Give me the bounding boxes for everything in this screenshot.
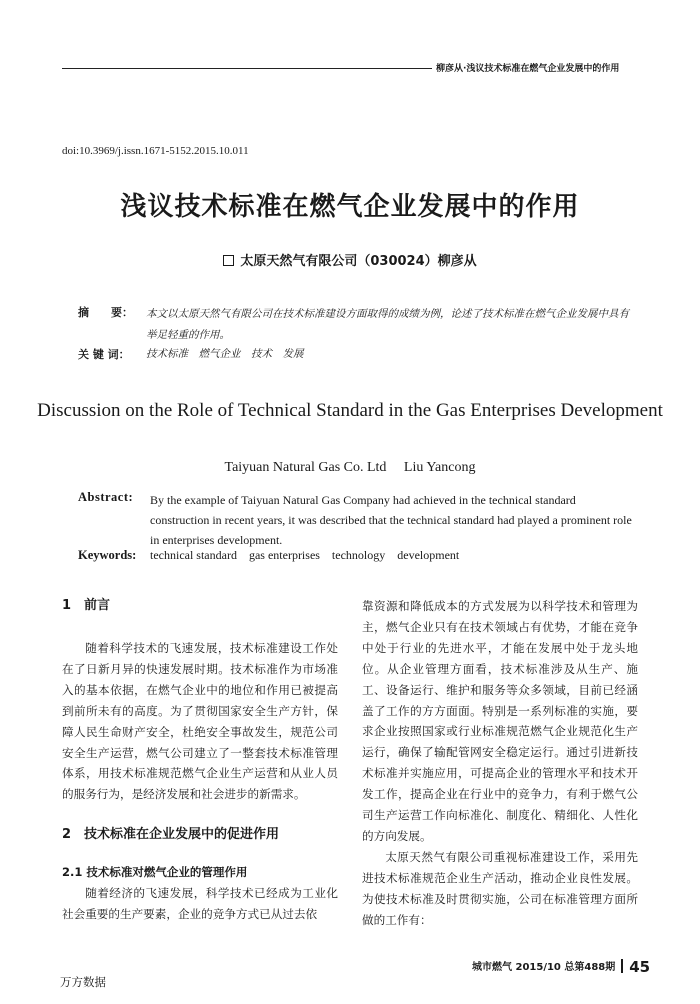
author-affiliation-cn: 太原天然气有限公司（030024）柳彦从 bbox=[240, 254, 477, 269]
abstract-cn-text: 本文以太原天然气有限公司在技术标准建设方面取得的成绩为例，论述了技术标准在燃气企业发展中具有举足轻重的作用。 bbox=[146, 308, 629, 341]
header-rule bbox=[62, 68, 432, 69]
author-line-en: Taiyuan Natural Gas Co. Ltd Liu Yancong bbox=[224, 460, 476, 475]
article-title-en: Discussion on the Role of Technical Standard in the Gas Enterprises Development bbox=[37, 400, 663, 421]
abstract-en-text: By the example of Taiyuan Natural Gas Company had achieved in the technical standard construction in recent years, it was described that the technical standard had played a prominent role in enterprises development. bbox=[150, 493, 632, 547]
journal-info: 城市燃气 2015/10 总第488期 bbox=[472, 962, 616, 973]
page-number: 45 bbox=[629, 958, 651, 976]
right-paragraph-2: 太原天然气有限公司重视标准建设工作，采用先进技术标准规范企业生产活动，推动企业良性发展。为使技术标准及时贯彻实施，公司在标准管理方面所做的工作有： bbox=[362, 849, 638, 927]
running-header: 柳彦从·浅议技术标准在燃气企业发展中的作用 bbox=[436, 64, 620, 74]
section-1-heading: 1 前言 bbox=[62, 598, 111, 613]
section-2-1-paragraph: 随着经济的飞速发展，科学技术已经成为工业化社会重要的生产要素，企业的竞争方式已从过去依 bbox=[62, 886, 338, 921]
keywords-cn-text: 技术标准 燃气企业 技术 发展 bbox=[146, 348, 304, 360]
page-footer bbox=[472, 958, 650, 976]
doi-line: doi:10.3969/j.issn.1671-5152.2015.10.011 bbox=[62, 145, 249, 157]
section-1-paragraph: 随着科学技术的飞速发展，技术标准建设工作处在了日新月异的快速发展时期。技术标准作为市场准入的基本依据，在燃气企业中的地位和作用已被提高到前所未有的高度。为了贯彻国家安全生产方针，保障人民生命财产安全，杜绝安全事故发生，规范公司安全生产运营，燃气公司建立了一整套技术标准管理体系，用技术标准规范燃气企业生产运营和从业人员的服务行为，是经济发展和社会进步的新需求。 bbox=[62, 641, 338, 802]
wanfang-watermark: 万方数据 bbox=[60, 975, 106, 989]
section-2-heading: 2 技术标准在企业发展中的促进作用 bbox=[62, 827, 280, 843]
left-column bbox=[62, 596, 338, 925]
square-bullet-icon bbox=[223, 255, 234, 266]
right-column bbox=[362, 596, 638, 931]
footer-divider bbox=[621, 959, 623, 973]
author-line-cn bbox=[0, 250, 700, 269]
abstract-cn-label: 摘 要： bbox=[78, 306, 133, 319]
right-paragraph-1: 靠资源和降低成本的方式发展为以科学技术和管理为主，燃气企业只有在技术领域占有优势，才能在竞争中处于行业的先进水平，才能在发展中处于龙头地位。从企业管理方面看，技术标准涉及从生产、施工、设备运行、维护和服务等众多领域，目前已经涵盖了工作的方方面面。特别是一系列标准的实施，要求企业按照国家或行业标准规范燃气企业规范化生产运行，确保了输配管网安全稳定运行。通过引进新技术标准并实施应用，可提高企业的管理水平和技术开发工作，提高企业在行业中的竞争力，有利于燃气公司生产运营工作向标准化、制度化、精细化、人性化的方向发展。 bbox=[362, 599, 638, 843]
article-title-cn: 浅议技术标准在燃气企业发展中的作用 bbox=[120, 192, 580, 222]
keywords-cn-label: 关 键 词： bbox=[78, 348, 130, 361]
keywords-en-label: Keywords: bbox=[78, 548, 137, 562]
abstract-en-label: Abstract: bbox=[78, 490, 134, 504]
keywords-en-text: technical standard gas enterprises technology development bbox=[150, 548, 460, 562]
section-2-1-heading: 2.1 技术标准对燃气企业的管理作用 bbox=[62, 865, 248, 880]
